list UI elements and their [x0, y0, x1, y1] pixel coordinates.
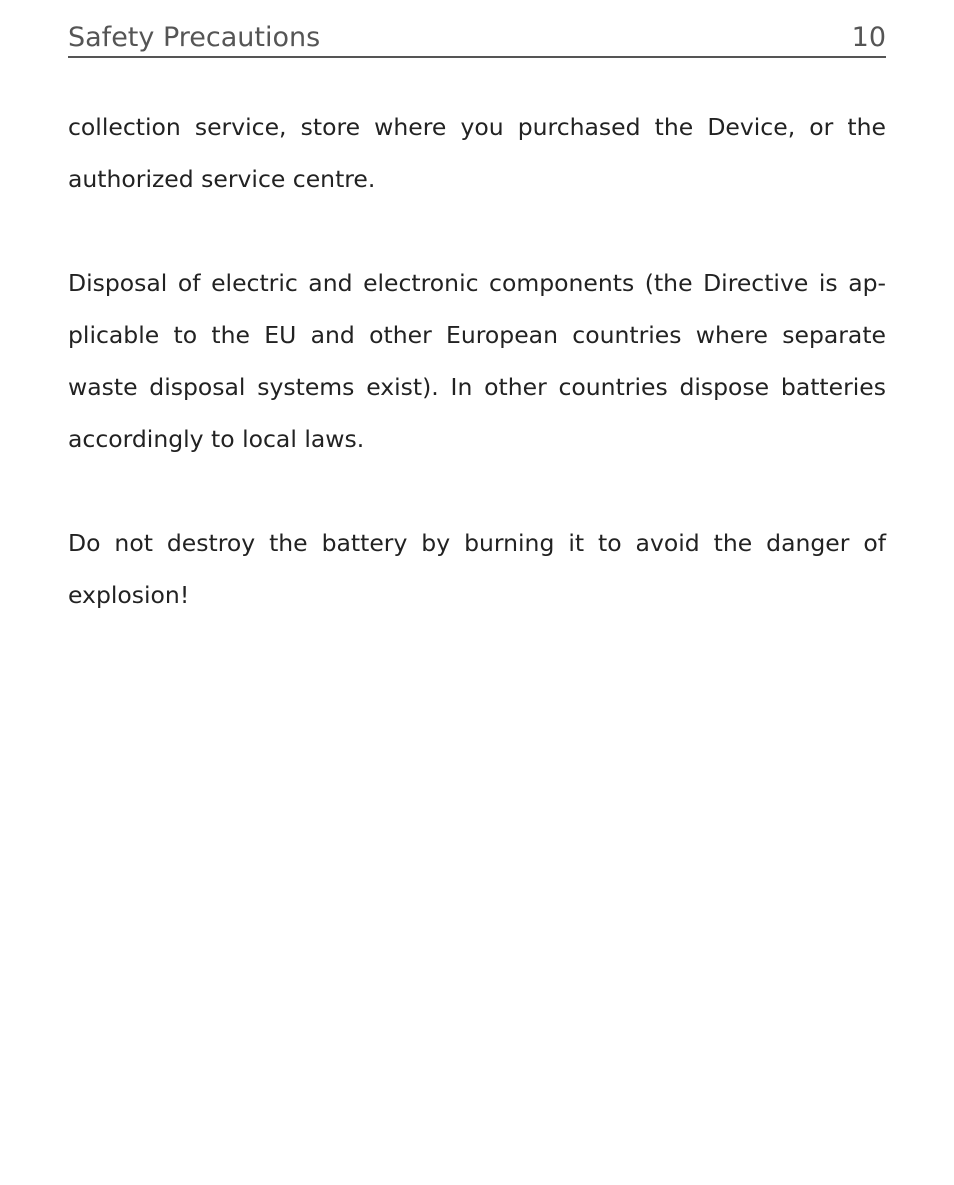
- body-text: [68, 101, 886, 673]
- paragraph-disposal: Disposal of electric and electronic components (the Directive is applicable to the EU and other European countries where separate waste disposal systems exist). In other countries dispose batteries accordingly to local laws.: [68, 269, 886, 453]
- page-number: 10: [851, 22, 886, 53]
- page-header-title: Safety Precautions: [68, 22, 321, 53]
- paragraph-collection-service: collection service, store where you purchased the Device, or the authorized service centre.: [68, 113, 886, 193]
- page-header: [68, 18, 886, 58]
- document-page: [68, 0, 886, 1185]
- paragraph-battery-warning: Do not destroy the battery by burning it to avoid the danger of explosion!: [68, 529, 886, 609]
